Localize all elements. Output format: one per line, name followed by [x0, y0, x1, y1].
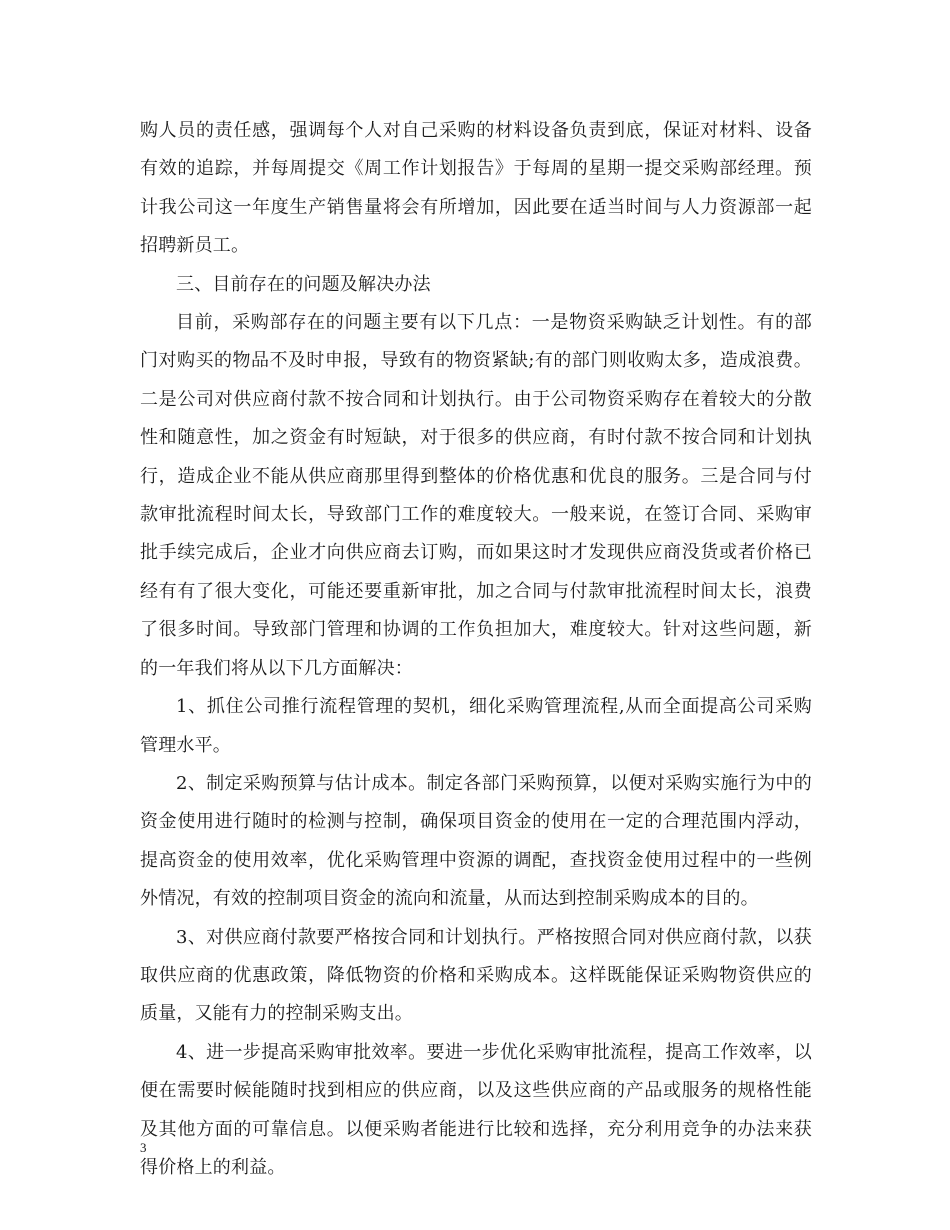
document-body — [140, 112, 812, 1187]
paragraph-solution-1: 1、抓住公司推行流程管理的契机，细化采购管理流程,从而全面提高公司采购管理水平。 — [140, 696, 812, 756]
paragraph-continuation: 购人员的责任感，强调每个人对自己采购的材料设备负责到底，保证对材料、设备有效的追踪，并每周提交《周工作计划报告》于每周的星期一提交采购部经理。预计我公司这一年度生产销售量将会有所增加，因此要在适当时间与人力资源部一起招聘新员工。 — [140, 120, 812, 257]
page-number: 3 — [140, 1140, 147, 1155]
section-heading: 三、目前存在的问题及解决办法 — [176, 273, 431, 295]
paragraph-solution-4: 4、进一步提高采购审批效率。要进一步优化采购审批流程，提高工作效率，以便在需要时候能随时找到相应的供应商，以及这些供应商的产品或服务的规格性能及其他方面的可靠信息。以便采购者能进行比较和选择，充分利用竞争的办法来获得价格上的利益。 — [140, 1041, 812, 1178]
paragraph-solution-3: 3、对供应商付款要严格按合同和计划执行。严格按照合同对供应商付款，以获取供应商的优惠政策，降低物资的价格和采购成本。这样既能保证采购物资供应的质量，又能有力的控制采购支出。 — [140, 926, 812, 1025]
paragraph-solution-2: 2、制定采购预算与估计成本。制定各部门采购预算，以便对采购实施行为中的资金使用进行随时的检测与控制，确保项目资金的使用在一定的合理范围内浮动，提高资金的使用效率，优化采购管理中资源的调配，查找资金使用过程中的一些例外情况，有效的控制项目资金的流向和流量，从而达到控制采购成本的目的。 — [140, 772, 812, 910]
paragraph-problems: 目前，采购部存在的问题主要有以下几点：一是物资采购缺乏计划性。有的部门对购买的物品不及时申报，导致有的物资紧缺;有的部门则收购太多，造成浪费。二是公司对供应商付款不按合同和计划执行。由于公司物资采购存在着较大的分散性和随意性，加之资金有时短缺，对于很多的供应商，有时付款不按合同和计划执行，造成企业不能从供应商那里得到整体的价格优惠和优良的服务。三是合同与付款审批流程时间太长，导致部门工作的难度较大。一般来说，在签订合同、采购审批手续完成后，企业才向供应商去订购，而如果这时才发现供应商没货或者价格已经有有了很大变化，可能还要重新审批，加之合同与付款审批流程时间太长，浪费了很多时间。导致部门管理和协调的工作负担加大，难度较大。针对这些问题，新的一年我们将从以下几方面解决： — [140, 312, 812, 679]
